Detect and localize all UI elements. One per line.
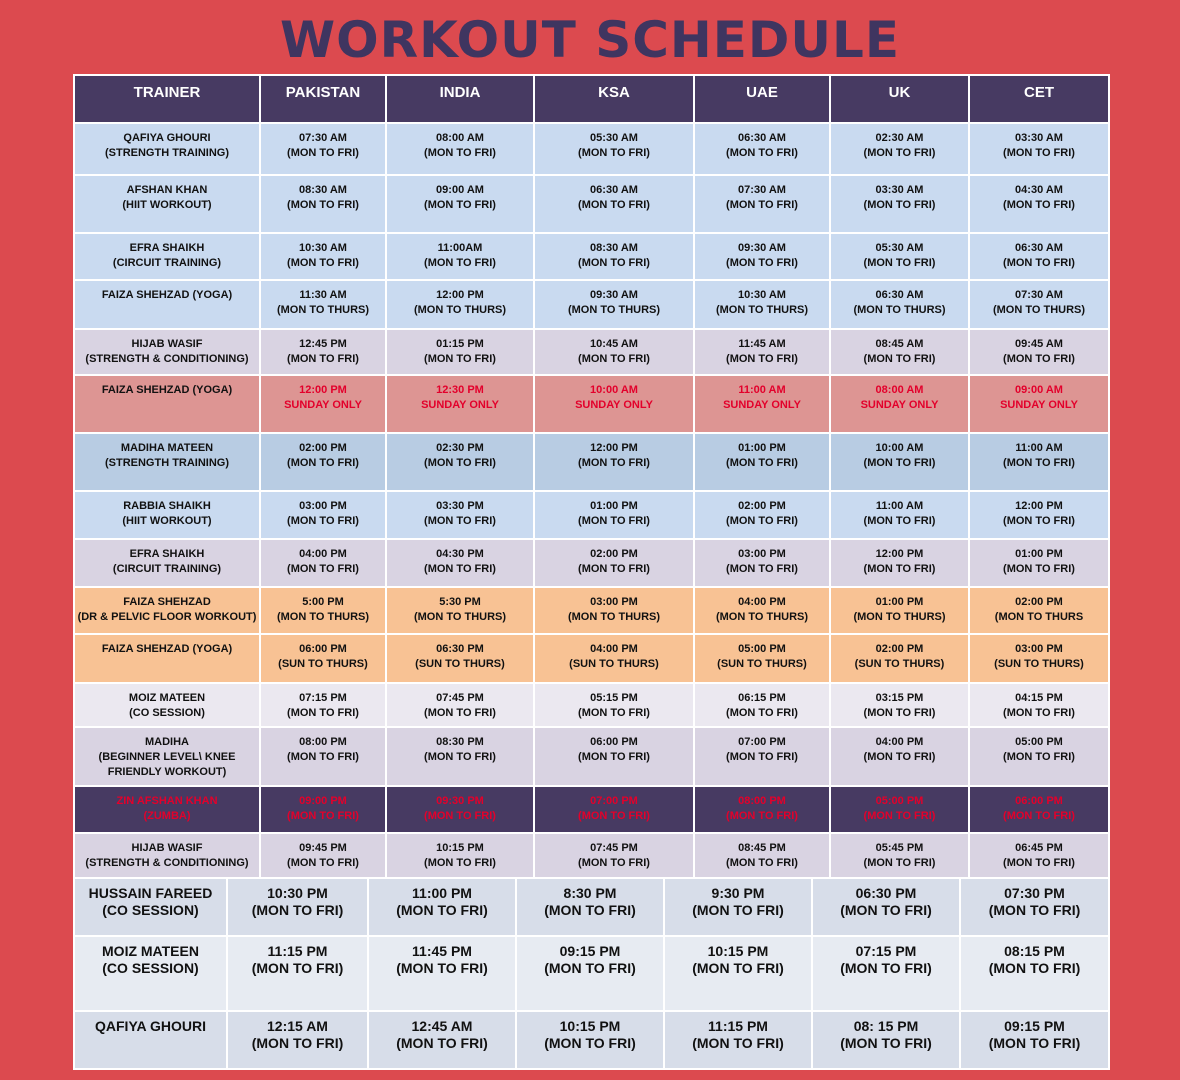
cell-text: 08:45 AM (MON TO FRI) [863, 338, 936, 365]
schedule-cell-india [386, 123, 534, 175]
cell-text: 08:00 PM (MON TO FRI) [726, 795, 798, 822]
cell-text: MADIHA (BEGINNER LEVEL\ KNEE FRIENDLY WORKOUT) [98, 736, 236, 778]
schedule-cell-uae [694, 123, 830, 175]
cell-text: 05:00 PM (MON TO FRI) [1003, 736, 1075, 763]
cell-text: QAFIYA GHOURI [95, 1018, 206, 1034]
schedule-cell-uae [694, 280, 830, 329]
cell-text: 07:00 PM (MON TO FRI) [726, 736, 798, 763]
late-schedule-cell-india [368, 1011, 516, 1069]
late-schedule-cell-pakistan [227, 1011, 368, 1069]
cell-text: 9:30 PM (MON TO FRI) [692, 885, 784, 918]
schedule-cell-trainer [74, 491, 260, 539]
cell-text: 10:45 AM (MON TO FRI) [578, 338, 650, 365]
cell-text: 11:15 PM (MON TO FRI) [692, 1018, 784, 1051]
cell-text: 07:00 PM (MON TO FRI) [578, 795, 650, 822]
late-schedule-body [74, 878, 1109, 1069]
schedule-cell-ksa [534, 375, 694, 433]
schedule-cell-india [386, 491, 534, 539]
late-schedule-cell-uk [812, 1011, 960, 1069]
cell-text: 12:00 PM (MON TO FRI) [863, 548, 936, 575]
cell-text: 09:15 PM (MON TO FRI) [544, 943, 636, 976]
schedule-cell-uae [694, 727, 830, 786]
schedule-cell-uae [694, 329, 830, 375]
schedule-cell-india [386, 433, 534, 491]
cell-text: 10:00 AM SUNDAY ONLY [575, 384, 653, 411]
cell-text: 09:30 AM (MON TO FRI) [726, 242, 798, 269]
schedule-cell-uae [694, 375, 830, 433]
schedule-cell-cet [969, 123, 1109, 175]
cell-text: 08:45 PM (MON TO FRI) [726, 842, 798, 869]
schedule-cell-cet [969, 833, 1109, 881]
late-schedule-cell-uae [664, 878, 812, 936]
late-schedule-cell-ksa [516, 878, 664, 936]
cell-text: 07:15 PM (MON TO FRI) [840, 943, 932, 976]
schedule-cell-ksa [534, 833, 694, 881]
schedule-cell-ksa [534, 683, 694, 727]
cell-text: 01:15 PM (MON TO FRI) [424, 338, 496, 365]
cell-text: 01:00 PM (MON TO THURS) [853, 596, 946, 623]
schedule-cell-cet [969, 280, 1109, 329]
schedule-cell-cet [969, 329, 1109, 375]
schedule-cell-uk [830, 433, 969, 491]
cell-text: 09:15 PM (MON TO FRI) [988, 1018, 1081, 1051]
schedule-cell-uae [694, 433, 830, 491]
cell-text: 07:30 AM (MON TO THURS) [992, 289, 1086, 316]
schedule-cell-trainer [74, 233, 260, 280]
cell-text: 08:30 PM (MON TO FRI) [424, 736, 496, 763]
cell-text: 08:30 AM (MON TO FRI) [578, 242, 650, 269]
cell-text: 10:15 PM (MON TO FRI) [544, 1018, 636, 1051]
cell-text: 06:00 PM (MON TO FRI) [1003, 795, 1075, 822]
schedule-cell-uk [830, 833, 969, 881]
schedule-row [74, 329, 1109, 375]
cell-text: 08:00 PM (MON TO FRI) [287, 736, 359, 763]
schedule-row [74, 175, 1109, 233]
cell-text: 12:00 PM SUNDAY ONLY [284, 384, 362, 411]
cell-text: 05:45 PM (MON TO FRI) [863, 842, 936, 869]
cell-text: FAIZA SHEHZAD (YOGA) [101, 643, 233, 655]
schedule-cell-cet [969, 539, 1109, 587]
cell-text: 08:00 AM (MON TO FRI) [424, 132, 496, 159]
late-schedule-cell-cet [960, 1011, 1109, 1069]
schedule-cell-cet [969, 375, 1109, 433]
cell-text: 01:00 PM (MON TO FRI) [578, 500, 650, 527]
schedule-cell-uae [694, 539, 830, 587]
schedule-cell-cet [969, 233, 1109, 280]
schedule-row [74, 280, 1109, 329]
schedule-cell-pakistan [260, 786, 386, 833]
late-schedule-cell-trainer [74, 1011, 227, 1069]
cell-text: 05:00 PM (SUN TO THURS) [717, 643, 807, 670]
cell-text: 06:00 PM (SUN TO THURS) [278, 643, 368, 670]
schedule-cell-pakistan [260, 233, 386, 280]
cell-text: 02:30 PM (MON TO FRI) [424, 442, 496, 469]
schedule-cell-uae [694, 786, 830, 833]
late-schedule-cell-india [368, 878, 516, 936]
late-schedule-cell-cet [960, 936, 1109, 1011]
schedule-cell-uk [830, 683, 969, 727]
cell-text: 03:00 PM (SUN TO THURS) [994, 643, 1084, 670]
cell-text: 02:00 PM (MON TO FRI) [578, 548, 650, 575]
schedule-cell-ksa [534, 491, 694, 539]
header-uae: UAE [694, 75, 830, 123]
schedule-cell-trainer [74, 587, 260, 634]
late-schedule-row [74, 878, 1109, 936]
cell-text: 06:00 PM (MON TO FRI) [578, 736, 650, 763]
cell-text: 07:45 PM (MON TO FRI) [578, 842, 650, 869]
cell-text: MOIZ MATEEN (CO SESSION) [128, 692, 206, 719]
schedule-cell-uk [830, 233, 969, 280]
cell-text: 10:30 PM (MON TO FRI) [251, 885, 344, 918]
late-schedule-table [73, 877, 1110, 1070]
cell-text: 12:00 PM (MON TO THURS) [413, 289, 507, 316]
schedule-cell-pakistan [260, 491, 386, 539]
schedule-cell-uae [694, 175, 830, 233]
cell-text: 03:00 PM (MON TO FRI) [726, 548, 798, 575]
schedule-cell-ksa [534, 786, 694, 833]
late-schedule-cell-trainer [74, 936, 227, 1011]
schedule-row [74, 375, 1109, 433]
schedule-cell-uk [830, 175, 969, 233]
cell-text: FAIZA SHEHZAD (YOGA) [101, 289, 233, 301]
header-india: INDIA [386, 75, 534, 123]
page-title: WORKOUT SCHEDULE [279, 11, 901, 69]
schedule-cell-uae [694, 634, 830, 683]
schedule-cell-ksa [534, 233, 694, 280]
schedule-cell-pakistan [260, 329, 386, 375]
header-pakistan: PAKISTAN [260, 75, 386, 123]
cell-text: 06:30 AM (MON TO FRI) [1003, 242, 1075, 269]
schedule-cell-ksa [534, 587, 694, 634]
late-schedule-cell-uae [664, 1011, 812, 1069]
cell-text: 05:30 AM (MON TO FRI) [578, 132, 650, 159]
late-schedule-cell-uk [812, 878, 960, 936]
cell-text: 04:00 PM (MON TO THURS) [715, 596, 809, 623]
cell-text: FAIZA SHEHZAD (YOGA) [101, 384, 233, 396]
cell-text: 03:15 PM (MON TO FRI) [863, 692, 936, 719]
schedule-cell-uk [830, 539, 969, 587]
cell-text: 03:30 AM (MON TO FRI) [1003, 132, 1075, 159]
schedule-cell-cet [969, 491, 1109, 539]
cell-text: 09:45 PM (MON TO FRI) [287, 842, 359, 869]
schedule-cell-pakistan [260, 123, 386, 175]
late-schedule-cell-uae [664, 936, 812, 1011]
schedule-cell-india [386, 786, 534, 833]
cell-text: 12:45 AM (MON TO FRI) [396, 1018, 488, 1051]
cell-text: 09:00 PM (MON TO FRI) [287, 795, 359, 822]
schedule-cell-cet [969, 727, 1109, 786]
cell-text: 08:00 AM SUNDAY ONLY [860, 384, 939, 411]
cell-text: ZIN AFSHAN KHAN (ZUMBA) [116, 795, 218, 822]
schedule-cell-ksa [534, 433, 694, 491]
cell-text: QAFIYA GHOURI (STRENGTH TRAINING) [104, 132, 230, 159]
cell-text: 06:15 PM (MON TO FRI) [726, 692, 798, 719]
cell-text: 04:15 PM (MON TO FRI) [1003, 692, 1075, 719]
header-cet: CET [969, 75, 1109, 123]
schedule-cell-pakistan [260, 375, 386, 433]
cell-text: HIJAB WASIF (STRENGTH & CONDITIONING) [85, 338, 249, 365]
cell-text: 05:15 PM (MON TO FRI) [578, 692, 650, 719]
cell-text: 11:00 PM (MON TO FRI) [396, 885, 488, 918]
cell-text: 03:30 PM (MON TO FRI) [424, 500, 496, 527]
cell-text: 06:30 PM (SUN TO THURS) [415, 643, 505, 670]
cell-text: 12:15 AM (MON TO FRI) [251, 1018, 344, 1051]
cell-text: 06:30 AM (MON TO FRI) [578, 184, 650, 211]
cell-text: 8:30 PM (MON TO FRI) [544, 885, 636, 918]
schedule-body [74, 123, 1109, 881]
schedule-cell-india [386, 727, 534, 786]
cell-text: 02:00 PM (MON TO FRI) [726, 500, 798, 527]
cell-text: 02:30 AM (MON TO FRI) [863, 132, 936, 159]
schedule-cell-pakistan [260, 683, 386, 727]
schedule-row [74, 587, 1109, 634]
late-schedule-cell-india [368, 936, 516, 1011]
schedule-cell-ksa [534, 329, 694, 375]
schedule-cell-uk [830, 375, 969, 433]
schedule-cell-uk [830, 280, 969, 329]
cell-text: MOIZ MATEEN (CO SESSION) [102, 943, 199, 976]
cell-text: 11:00 AM SUNDAY ONLY [723, 384, 801, 411]
schedule-cell-india [386, 833, 534, 881]
cell-text: 11:45 PM (MON TO FRI) [396, 943, 488, 976]
cell-text: 04:00 PM (SUN TO THURS) [569, 643, 659, 670]
cell-text: 10:00 AM (MON TO FRI) [863, 442, 936, 469]
schedule-cell-cet [969, 587, 1109, 634]
cell-text: 06:30 PM (MON TO FRI) [840, 885, 932, 918]
schedule-cell-uae [694, 833, 830, 881]
schedule-cell-uk [830, 786, 969, 833]
schedule-row [74, 727, 1109, 786]
cell-text: MADIHA MATEEN (STRENGTH TRAINING) [104, 442, 230, 469]
schedule-cell-uae [694, 491, 830, 539]
cell-text: 12:00 PM (MON TO FRI) [1003, 500, 1075, 527]
header-uk: UK [830, 75, 969, 123]
schedule-cell-uk [830, 587, 969, 634]
cell-text: 07:15 PM (MON TO FRI) [287, 692, 359, 719]
cell-text: 11:15 PM (MON TO FRI) [251, 943, 344, 976]
schedule-table [73, 74, 1110, 882]
late-schedule-cell-ksa [516, 936, 664, 1011]
cell-text: 02:00 PM (SUN TO THURS) [854, 643, 945, 670]
late-schedule-row [74, 1011, 1109, 1069]
cell-text: 08:15 PM (MON TO FRI) [988, 943, 1081, 976]
cell-text: 06:30 AM (MON TO THURS) [853, 289, 946, 316]
cell-text: EFRA SHAIKH (CIRCUIT TRAINING) [112, 242, 222, 269]
cell-text: HUSSAIN FAREED (CO SESSION) [88, 885, 213, 918]
cell-text: 02:00 PM (MON TO FRI) [287, 442, 359, 469]
schedule-cell-pakistan [260, 539, 386, 587]
cell-text: 07:30 PM (MON TO FRI) [988, 885, 1081, 918]
cell-text: 07:30 AM (MON TO FRI) [726, 184, 798, 211]
schedule-cell-trainer [74, 329, 260, 375]
cell-text: 5:30 PM (MON TO THURS) [413, 596, 507, 623]
cell-text: 06:45 PM (MON TO FRI) [1003, 842, 1075, 869]
schedule-cell-trainer [74, 683, 260, 727]
cell-text: 03:00 PM (MON TO THURS) [567, 596, 661, 623]
cell-text: EFRA SHAIKH (CIRCUIT TRAINING) [112, 548, 222, 575]
schedule-cell-trainer [74, 375, 260, 433]
schedule-cell-cet [969, 634, 1109, 683]
schedule-cell-trainer [74, 280, 260, 329]
schedule-cell-uk [830, 727, 969, 786]
cell-text: 01:00 PM (MON TO FRI) [1003, 548, 1075, 575]
late-schedule-cell-cet [960, 878, 1109, 936]
cell-text: 09:00 AM SUNDAY ONLY [1000, 384, 1078, 411]
cell-text: 12:30 PM SUNDAY ONLY [421, 384, 499, 411]
cell-text: 10:30 AM (MON TO FRI) [287, 242, 359, 269]
schedule-cell-india [386, 634, 534, 683]
cell-text: 05:00 PM (MON TO FRI) [863, 795, 936, 822]
schedule-cell-trainer [74, 727, 260, 786]
schedule-row [74, 233, 1109, 280]
header-row [74, 75, 1109, 123]
schedule-cell-cet [969, 433, 1109, 491]
schedule-cell-uk [830, 123, 969, 175]
schedule-row [74, 683, 1109, 727]
schedule-cell-india [386, 175, 534, 233]
cell-text: 09:30 PM (MON TO FRI) [424, 795, 496, 822]
schedule-cell-ksa [534, 634, 694, 683]
cell-text: 03:00 PM (MON TO FRI) [287, 500, 359, 527]
schedule-row [74, 786, 1109, 833]
schedule-cell-uk [830, 634, 969, 683]
cell-text: 11:30 AM (MON TO THURS) [276, 289, 370, 316]
cell-text: 11:45 AM (MON TO FRI) [726, 338, 798, 365]
schedule-cell-india [386, 329, 534, 375]
cell-text: 11:00 AM (MON TO FRI) [863, 500, 936, 527]
schedule-cell-ksa [534, 280, 694, 329]
cell-text: 10:15 PM (MON TO FRI) [692, 943, 784, 976]
schedule-row [74, 123, 1109, 175]
cell-text: 04:30 PM (MON TO FRI) [424, 548, 496, 575]
schedule-cell-ksa [534, 175, 694, 233]
late-schedule-cell-uk [812, 936, 960, 1011]
schedule-cell-uae [694, 683, 830, 727]
cell-text: FAIZA SHEHZAD (DR & PELVIC FLOOR WORKOUT) [77, 596, 257, 623]
schedule-cell-india [386, 280, 534, 329]
schedule-cell-india [386, 375, 534, 433]
header-trainer: TRAINER [74, 75, 260, 123]
cell-text: 08: 15 PM (MON TO FRI) [840, 1018, 932, 1051]
cell-text: 12:00 PM (MON TO FRI) [578, 442, 650, 469]
cell-text: 12:45 PM (MON TO FRI) [287, 338, 359, 365]
cell-text: 09:00 AM (MON TO FRI) [424, 184, 496, 211]
schedule-cell-trainer [74, 786, 260, 833]
late-schedule-cell-pakistan [227, 936, 368, 1011]
cell-text: 04:30 AM (MON TO FRI) [1003, 184, 1075, 211]
schedule-cell-pakistan [260, 833, 386, 881]
cell-text: 07:45 PM (MON TO FRI) [424, 692, 496, 719]
schedule-row [74, 433, 1109, 491]
cell-text: 09:45 AM (MON TO FRI) [1003, 338, 1075, 365]
cell-text: 10:30 AM (MON TO THURS) [715, 289, 809, 316]
schedule-row [74, 539, 1109, 587]
cell-text: AFSHAN KHAN (HIIT WORKOUT) [122, 184, 212, 211]
schedule-cell-trainer [74, 175, 260, 233]
schedule-row [74, 833, 1109, 881]
cell-text: 03:30 AM (MON TO FRI) [863, 184, 936, 211]
schedule-cell-pakistan [260, 433, 386, 491]
late-schedule-cell-pakistan [227, 878, 368, 936]
cell-text: HIJAB WASIF (STRENGTH & CONDITIONING) [85, 842, 249, 869]
cell-text: 07:30 AM (MON TO FRI) [287, 132, 359, 159]
cell-text: 04:00 PM (MON TO FRI) [863, 736, 936, 763]
cell-text: 02:00 PM (MON TO THURS [994, 596, 1084, 623]
cell-text: 10:15 PM (MON TO FRI) [424, 842, 496, 869]
late-schedule-row [74, 936, 1109, 1011]
cell-text: 05:30 AM (MON TO FRI) [863, 242, 936, 269]
schedule-cell-cet [969, 175, 1109, 233]
cell-text: 11:00AM (MON TO FRI) [424, 242, 496, 269]
cell-text: 04:00 PM (MON TO FRI) [287, 548, 359, 575]
schedule-cell-uk [830, 491, 969, 539]
cell-text: 11:00 AM (MON TO FRI) [1003, 442, 1075, 469]
schedule-cell-india [386, 233, 534, 280]
schedule-cell-cet [969, 683, 1109, 727]
schedule-cell-cet [969, 786, 1109, 833]
schedule-cell-ksa [534, 123, 694, 175]
schedule-cell-trainer [74, 123, 260, 175]
schedule-cell-pakistan [260, 634, 386, 683]
cell-text: 08:30 AM (MON TO FRI) [287, 184, 359, 211]
schedule-cell-india [386, 539, 534, 587]
schedule-cell-ksa [534, 539, 694, 587]
schedule-cell-uae [694, 233, 830, 280]
schedule-cell-trainer [74, 833, 260, 881]
cell-text: 06:30 AM (MON TO FRI) [726, 132, 798, 159]
cell-text: 5:00 PM (MON TO THURS) [276, 596, 370, 623]
schedule-cell-uae [694, 587, 830, 634]
schedule-cell-pakistan [260, 175, 386, 233]
cell-text: 09:30 AM (MON TO THURS) [567, 289, 661, 316]
late-schedule-cell-ksa [516, 1011, 664, 1069]
cell-text: RABBIA SHAIKH (HIIT WORKOUT) [122, 500, 212, 527]
schedule-cell-pakistan [260, 280, 386, 329]
schedule-cell-ksa [534, 727, 694, 786]
schedule-cell-india [386, 587, 534, 634]
schedule-cell-trainer [74, 634, 260, 683]
schedule-row [74, 634, 1109, 683]
schedule-cell-trainer [74, 539, 260, 587]
schedule-cell-india [386, 683, 534, 727]
schedule-cell-trainer [74, 433, 260, 491]
schedule-cell-uk [830, 329, 969, 375]
schedule-row [74, 491, 1109, 539]
header-ksa: KSA [534, 75, 694, 123]
schedule-cell-pakistan [260, 727, 386, 786]
cell-text: 01:00 PM (MON TO FRI) [726, 442, 798, 469]
late-schedule-cell-trainer [74, 878, 227, 936]
schedule-cell-pakistan [260, 587, 386, 634]
